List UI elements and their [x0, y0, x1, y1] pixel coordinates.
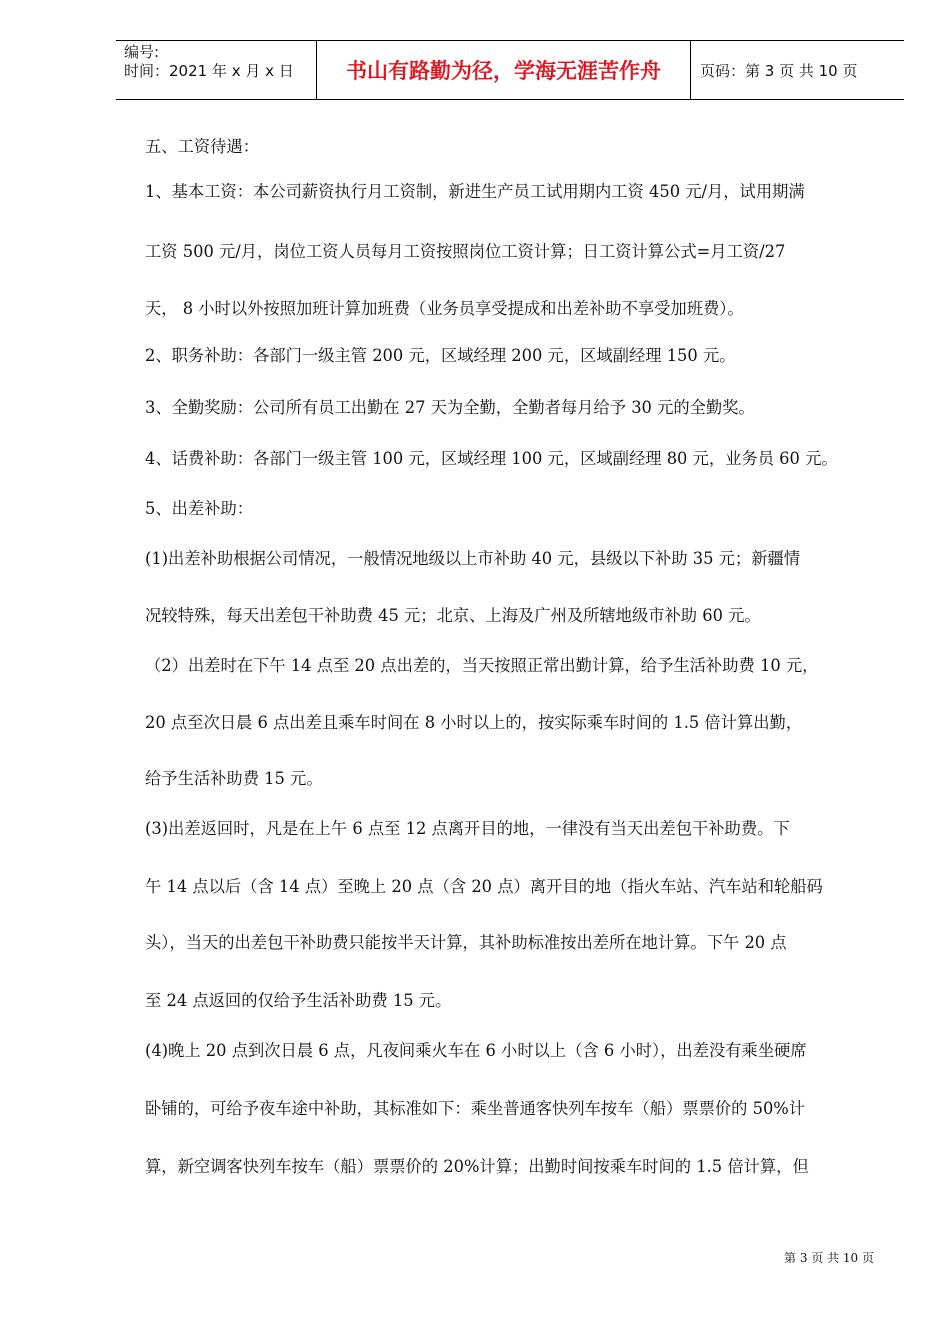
paragraph-line: 天， 8 小时以外按照加班计算加班费（业务员享受提成和出差补助不享受加班费）。 — [145, 299, 744, 318]
paragraph-line: 给予生活补助费 15 元。 — [145, 769, 323, 788]
paragraph-line: (1)出差补助根据公司情况，一般情况地级以上市补助 40 元，县级以下补助 35 元；新疆情 — [145, 549, 801, 568]
page-footer-number: 第 3 页 共 10 页 — [784, 1251, 874, 1265]
section-heading: 五、工资待遇： — [145, 137, 259, 156]
header-page-number: 页码：第 3 页 共 10 页 — [700, 61, 858, 80]
paragraph-line: 1、基本工资：本公司薪资执行月工资制，新进生产员工试用期内工资 450 元/月，试用期满 — [145, 182, 805, 201]
paragraph-line: 午 14 点以后（含 14 点）至晚上 20 点（含 20 点）离开目的地（指火车站、汽车站和轮船码 — [145, 877, 823, 896]
document-number-label: 编号: — [124, 43, 160, 61]
paragraph-line: 5、出差补助： — [145, 499, 254, 518]
paragraph-line: 工资 500 元/月，岗位工资人员每月工资按照岗位工资计算；日工资计算公式=月工资/27 — [145, 242, 786, 261]
paragraph-line: 况较特殊，每天出差包干补助费 45 元；北京、上海及广州及所辖地级市补助 60 元。 — [145, 606, 761, 625]
header-motto: 书山有路勤为径，学海无涯苦作舟 — [346, 59, 661, 83]
paragraph-line: 算，新空调客快列车按车（船）票票价的 20%计算；出勤时间按乘车时间的 1.5 倍计算，但 — [145, 1157, 809, 1176]
header-divider-right — [690, 41, 691, 99]
paragraph-line: (4)晚上 20 点到次日晨 6 点，凡夜间乘火车在 6 小时以上（含 6 小时），出差没有乘坐硬席 — [145, 1041, 807, 1060]
paragraph-line: (3)出差返回时，凡是在上午 6 点至 12 点离开目的地，一律没有当天出差包干补助费。下 — [145, 819, 790, 838]
paragraph-line: 至 24 点返回的仅给予生活补助费 15 元。 — [145, 991, 452, 1010]
paragraph-line: 2、职务补助：各部门一级主管 200 元，区域经理 200 元，区域副经理 150 元。 — [145, 346, 736, 365]
paragraph-line: 20 点至次日晨 6 点出差且乘车时间在 8 小时以上的，按实际乘车时间的 1.5 倍计算出勤， — [145, 713, 803, 732]
paragraph-line: 4、话费补助：各部门一级主管 100 元，区域经理 100 元，区域副经理 80 元，业务员 60 元。 — [145, 449, 838, 468]
paragraph-line: 头），当天的出差包干补助费只能按半天计算，其补助标准按出差所在地计算。下午 20 点 — [145, 933, 787, 952]
paragraph-line: 卧铺的，可给予夜车途中补助，其标准如下：乘坐普通客快列车按车（船）票票价的 50%计 — [145, 1099, 806, 1118]
paragraph-line: （2）出差时在下午 14 点至 20 点出差的，当天按照正常出勤计算，给予生活补助费 10 元， — [145, 656, 819, 675]
page-header — [116, 40, 904, 100]
paragraph-line: 3、全勤奖励：公司所有员工出勤在 27 天为全勤，全勤者每月给予 30 元的全勤奖。 — [145, 398, 755, 417]
document-date-label: 时间：2021 年 x 月 x 日 — [124, 62, 294, 80]
header-meta — [124, 43, 314, 81]
